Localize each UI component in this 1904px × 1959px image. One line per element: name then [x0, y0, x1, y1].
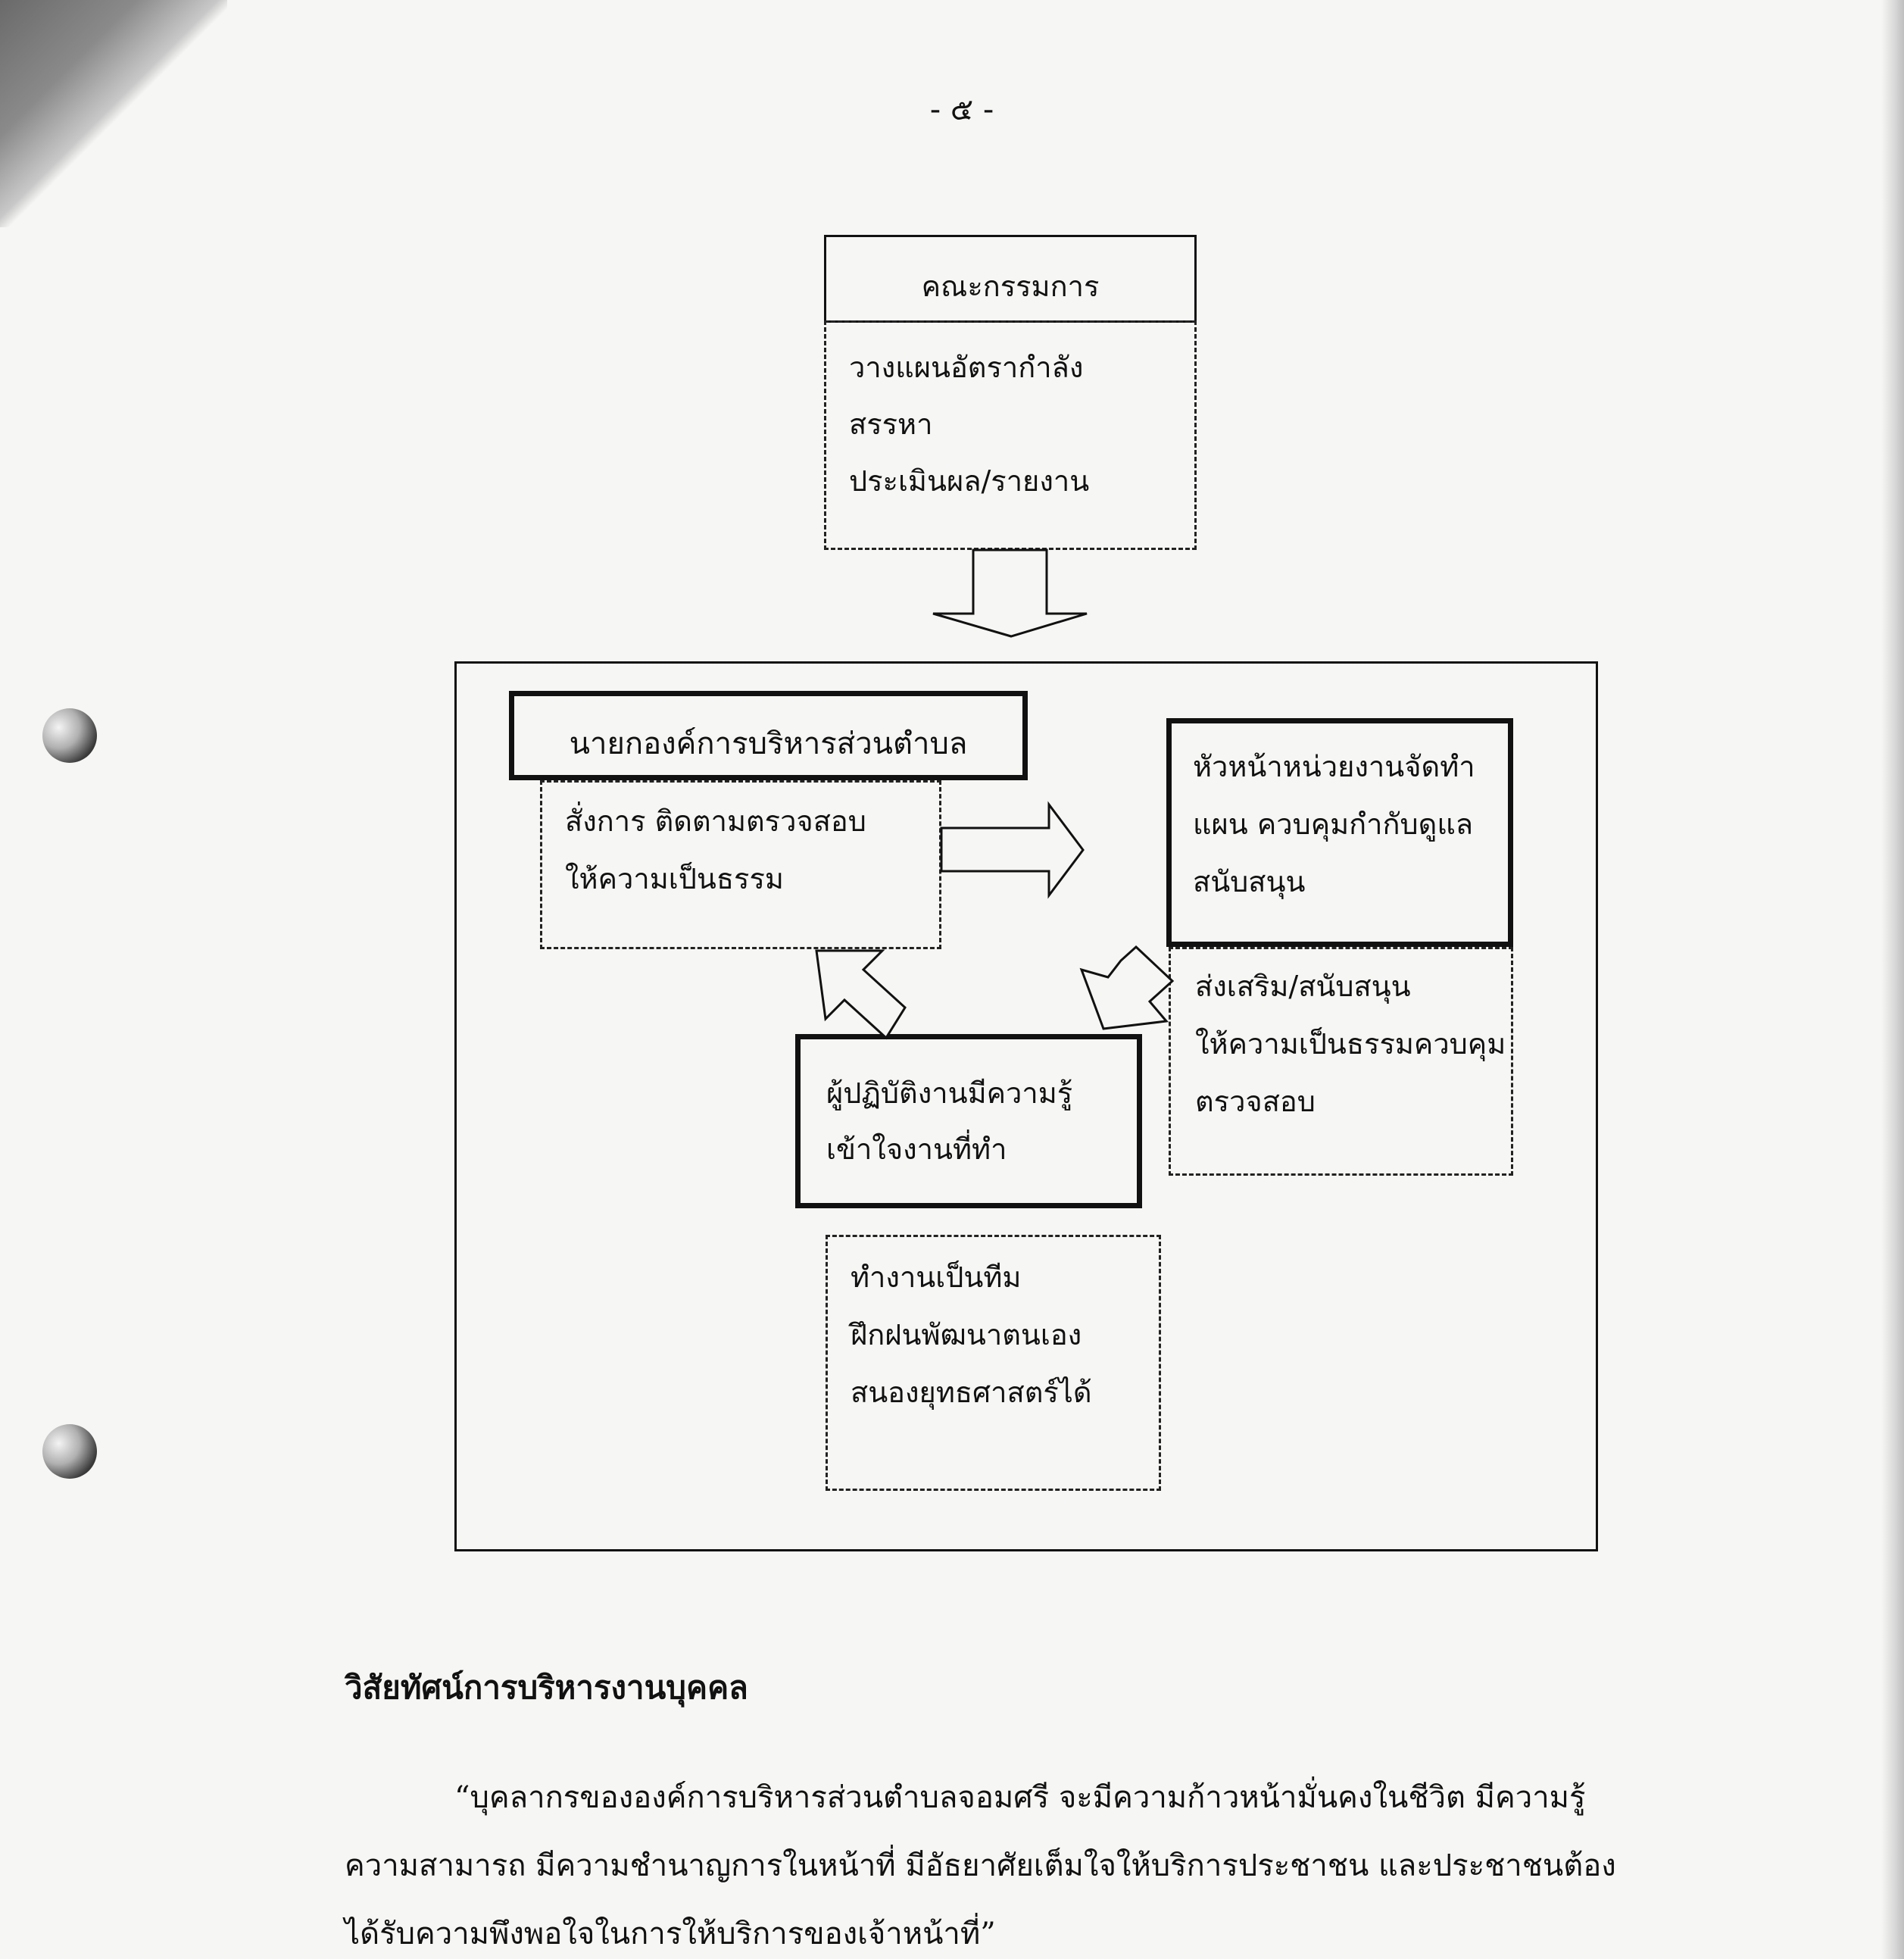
chief-executive-duty: ให้ความเป็นธรรม [565, 862, 784, 895]
vision-line: “บุคลากรขององค์การบริหารส่วนตำบลจอมศรี จะมีความก้าวหน้ามั่นคงในชีวิต มีความรู้ [454, 1780, 1586, 1815]
arrow-up-left-icon [816, 951, 905, 1038]
vision-line: ความสามารถ มีความชำนาญการในหน้าที่ มีอัธยาศัยเต็มใจให้บริการประชาชน และประชาชนต้อง [345, 1848, 1616, 1883]
unit-heads-duty: ตรวจสอบ [1195, 1085, 1316, 1118]
page-number: - ๕ - [929, 92, 994, 127]
practitioners-title-line: เข้าใจงานที่ทำ [826, 1133, 1007, 1166]
unit-heads-title-line: หัวหน้าหน่วยงานจัดทำ [1193, 750, 1475, 783]
chief-executive-title: นายกองค์การบริหารส่วนตำบล [569, 726, 968, 761]
committee-title: คณะกรรมการ [921, 270, 1100, 303]
unit-heads-title-line: สนับสนุน [1193, 865, 1306, 898]
committee-duty: ประเมินผล/รายงาน [849, 464, 1090, 498]
chief-executive-duty: สั่งการ ติดตามตรวจสอบ [565, 805, 866, 838]
vision-heading: วิสัยทัศน์การบริหารงานบุคคล [345, 1669, 748, 1706]
committee-duty: สรรหา [849, 408, 933, 441]
arrow-down-icon [933, 550, 1087, 636]
unit-heads-title-line: แผน ควบคุมกำกับดูแล [1193, 808, 1474, 841]
vision-line: ได้รับความพึงพอใจในการให้บริการของเจ้าหน้าที่” [345, 1917, 996, 1951]
committee-duty: วางแผนอัตรากำลัง [849, 351, 1084, 384]
unit-heads-duty: ส่งเสริม/สนับสนุน [1195, 970, 1411, 1003]
practitioners-duty: ฝึกฝนพัฒนาตนเอง [851, 1318, 1082, 1351]
practitioners-duty: สนองยุทธศาสตร์ได้ [851, 1376, 1092, 1409]
unit-heads-duty: ให้ความเป็นธรรมควบคุม [1195, 1027, 1506, 1061]
arrow-down-left-icon [1082, 947, 1172, 1029]
practitioners-title-line: ผู้ปฏิบัติงานมีความรู้ [826, 1076, 1073, 1110]
practitioners-duty: ทำงานเป็นทีม [851, 1261, 1022, 1294]
arrow-right-icon [941, 805, 1083, 895]
